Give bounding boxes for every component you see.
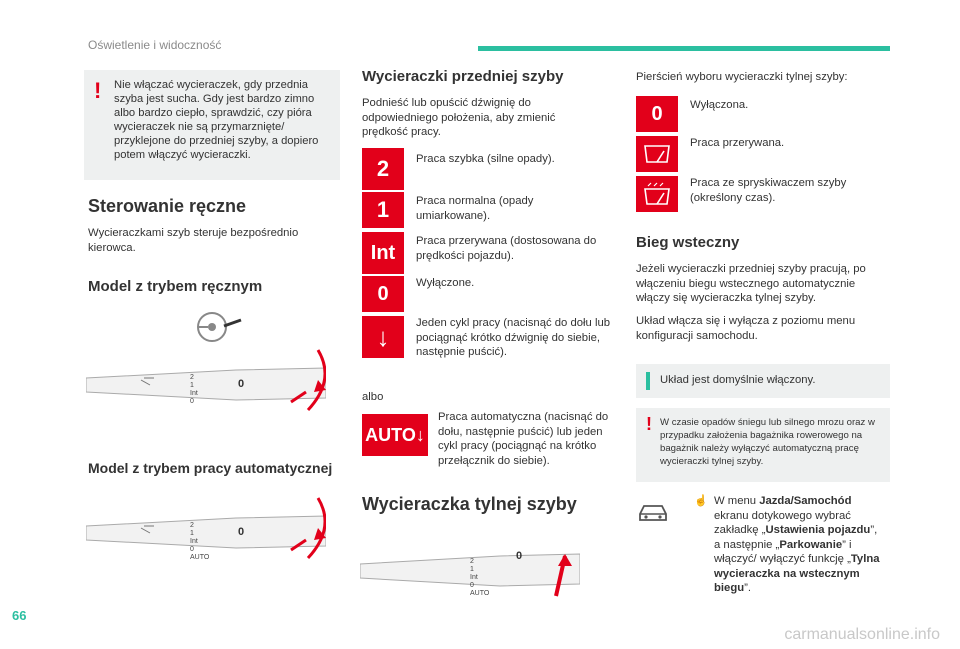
footer-watermark: carmanualsonline.info [784,626,940,643]
warning-icon: ! [94,78,102,103]
front-item-2-text: Praca szybka (silne opady). [416,153,555,165]
lever-auto-ring-0: 0 [238,526,245,538]
rear-washer-badge [636,176,678,212]
badge-speed-1: 1 [362,192,404,228]
badge-speed-2: 2 [362,148,404,190]
badge-rear-off: 0 [636,96,678,132]
badge-off-0: 0 [362,276,404,312]
badge-single-cycle: ↓ [362,316,404,358]
rear-item-off-text: Wyłączona. [690,99,749,111]
rear-title: Wycieraczka tylnej szyby [362,494,577,514]
wiper-lever-manual-illustration [86,340,326,420]
warning-box [84,70,340,180]
manual-desc: Wycieraczkami szyb steruje bezpośrednio kierowca. [88,227,299,254]
model-manual-title: Model z trybem ręcznym [88,278,263,295]
reverse-p2: Układ włącza się i wyłącza z poziomu menu konfiguracji samochodu. [636,315,856,342]
info-icon [646,372,650,390]
front-item-0-text: Wyłączone. [416,277,475,289]
reverse-p1: Jeżeli wycieraczki przedniej szyby pracują, po włączeniu biegu wstecznego automatycznie włączy się wycieraczka tylnej szyby. [636,263,866,304]
front-item-int-text: Praca przerywana (dostosowana do prędkości pojazdu). [416,235,597,262]
rear-intermittent-badge [636,136,678,172]
lever-manual-labels: 2 1 Int 0 [190,374,198,405]
header-title: Oświetlenie i widoczność [88,38,222,52]
lever-rear-labels: 2 1 Int 0 AUTO [470,558,490,597]
rear-wiper-icon [642,143,672,165]
rear-item-washer-text: Praca ze spryskiwaczem szyby (określony czas). [690,177,847,204]
lever-rear-ring-0: 0 [516,550,523,562]
front-item-1-text: Praca normalna (opady umiarkowane). [416,195,534,222]
reverse-title: Bieg wsteczny [636,234,740,251]
manual-title: Sterowanie ręczne [88,196,247,216]
header-accent-line [478,46,890,51]
menu-instruction: W menu Jazda/Samochód ekranu dotykowego wybrać zakładkę „Ustawienia pojazdu”, a następnie „Parkowanie” i włączyć/ wyłączyć funkcję „Tylna wycieraczka na wstecznym biegu”. [714,495,880,594]
rear-washer-icon [642,182,672,206]
lever-auto-labels: 2 1 Int 0 AUTO [190,522,210,561]
front-desc: Podnieść lub opuścić dźwignię do odpowiedniego położenia, aby zmienić prędkość pracy. [362,97,556,138]
lever-manual-ring-0: 0 [238,378,245,390]
front-title: Wycieraczki przedniej szyby [362,68,564,85]
snow-warning-text: W czasie opadów śniegu lub silnego mrozu oraz w przypadku założenia bagażnika rowerowego na bagażnik należy wyłączyć automatyczną pracę wycieraczki tylnej szyby. [660,417,875,467]
rear-ring-title: Pierścień wyboru wycieraczki tylnej szyby: [636,71,848,83]
warning-icon: ! [646,414,652,434]
snow-warning-box [636,408,890,482]
front-auto-text: Praca automatyczna (nacisnąć do dołu, następnie puścić) lub jeden cykl pracy (pociągnąć na krótko przełącznik do siebie). [438,411,609,467]
info-box [636,364,890,398]
warning-text: Nie włączać wycieraczek, gdy przednia szyba jest sucha. Gdy jest bardzo zimno albo bardzo ciepło, sprawdzić, czy pióra wycieraczek nie są przymarznięte/ przyklejone do przedniej szyby, a dopiero potem włączyć wycieraczki. [114,79,319,161]
rear-item-intermittent-text: Praca przerywana. [690,137,785,149]
bullet-icon: ☝ [694,495,708,507]
badge-auto: AUTO↓ [362,414,428,456]
info-text: Układ jest domyślnie włączony. [660,374,816,386]
front-item-single-text: Jeden cykl pracy (nacisnąć do dołu lub pociągnąć krótko dźwignię do siebie, następnie puścić). [416,317,611,358]
albo-text: albo [362,391,384,403]
page-number: 66 [12,608,27,623]
model-auto-title: Model z trybem pracy automatycznej [88,460,333,476]
badge-int: Int [362,232,404,274]
car-icon [636,500,670,524]
steering-wheel-icon [195,310,245,344]
